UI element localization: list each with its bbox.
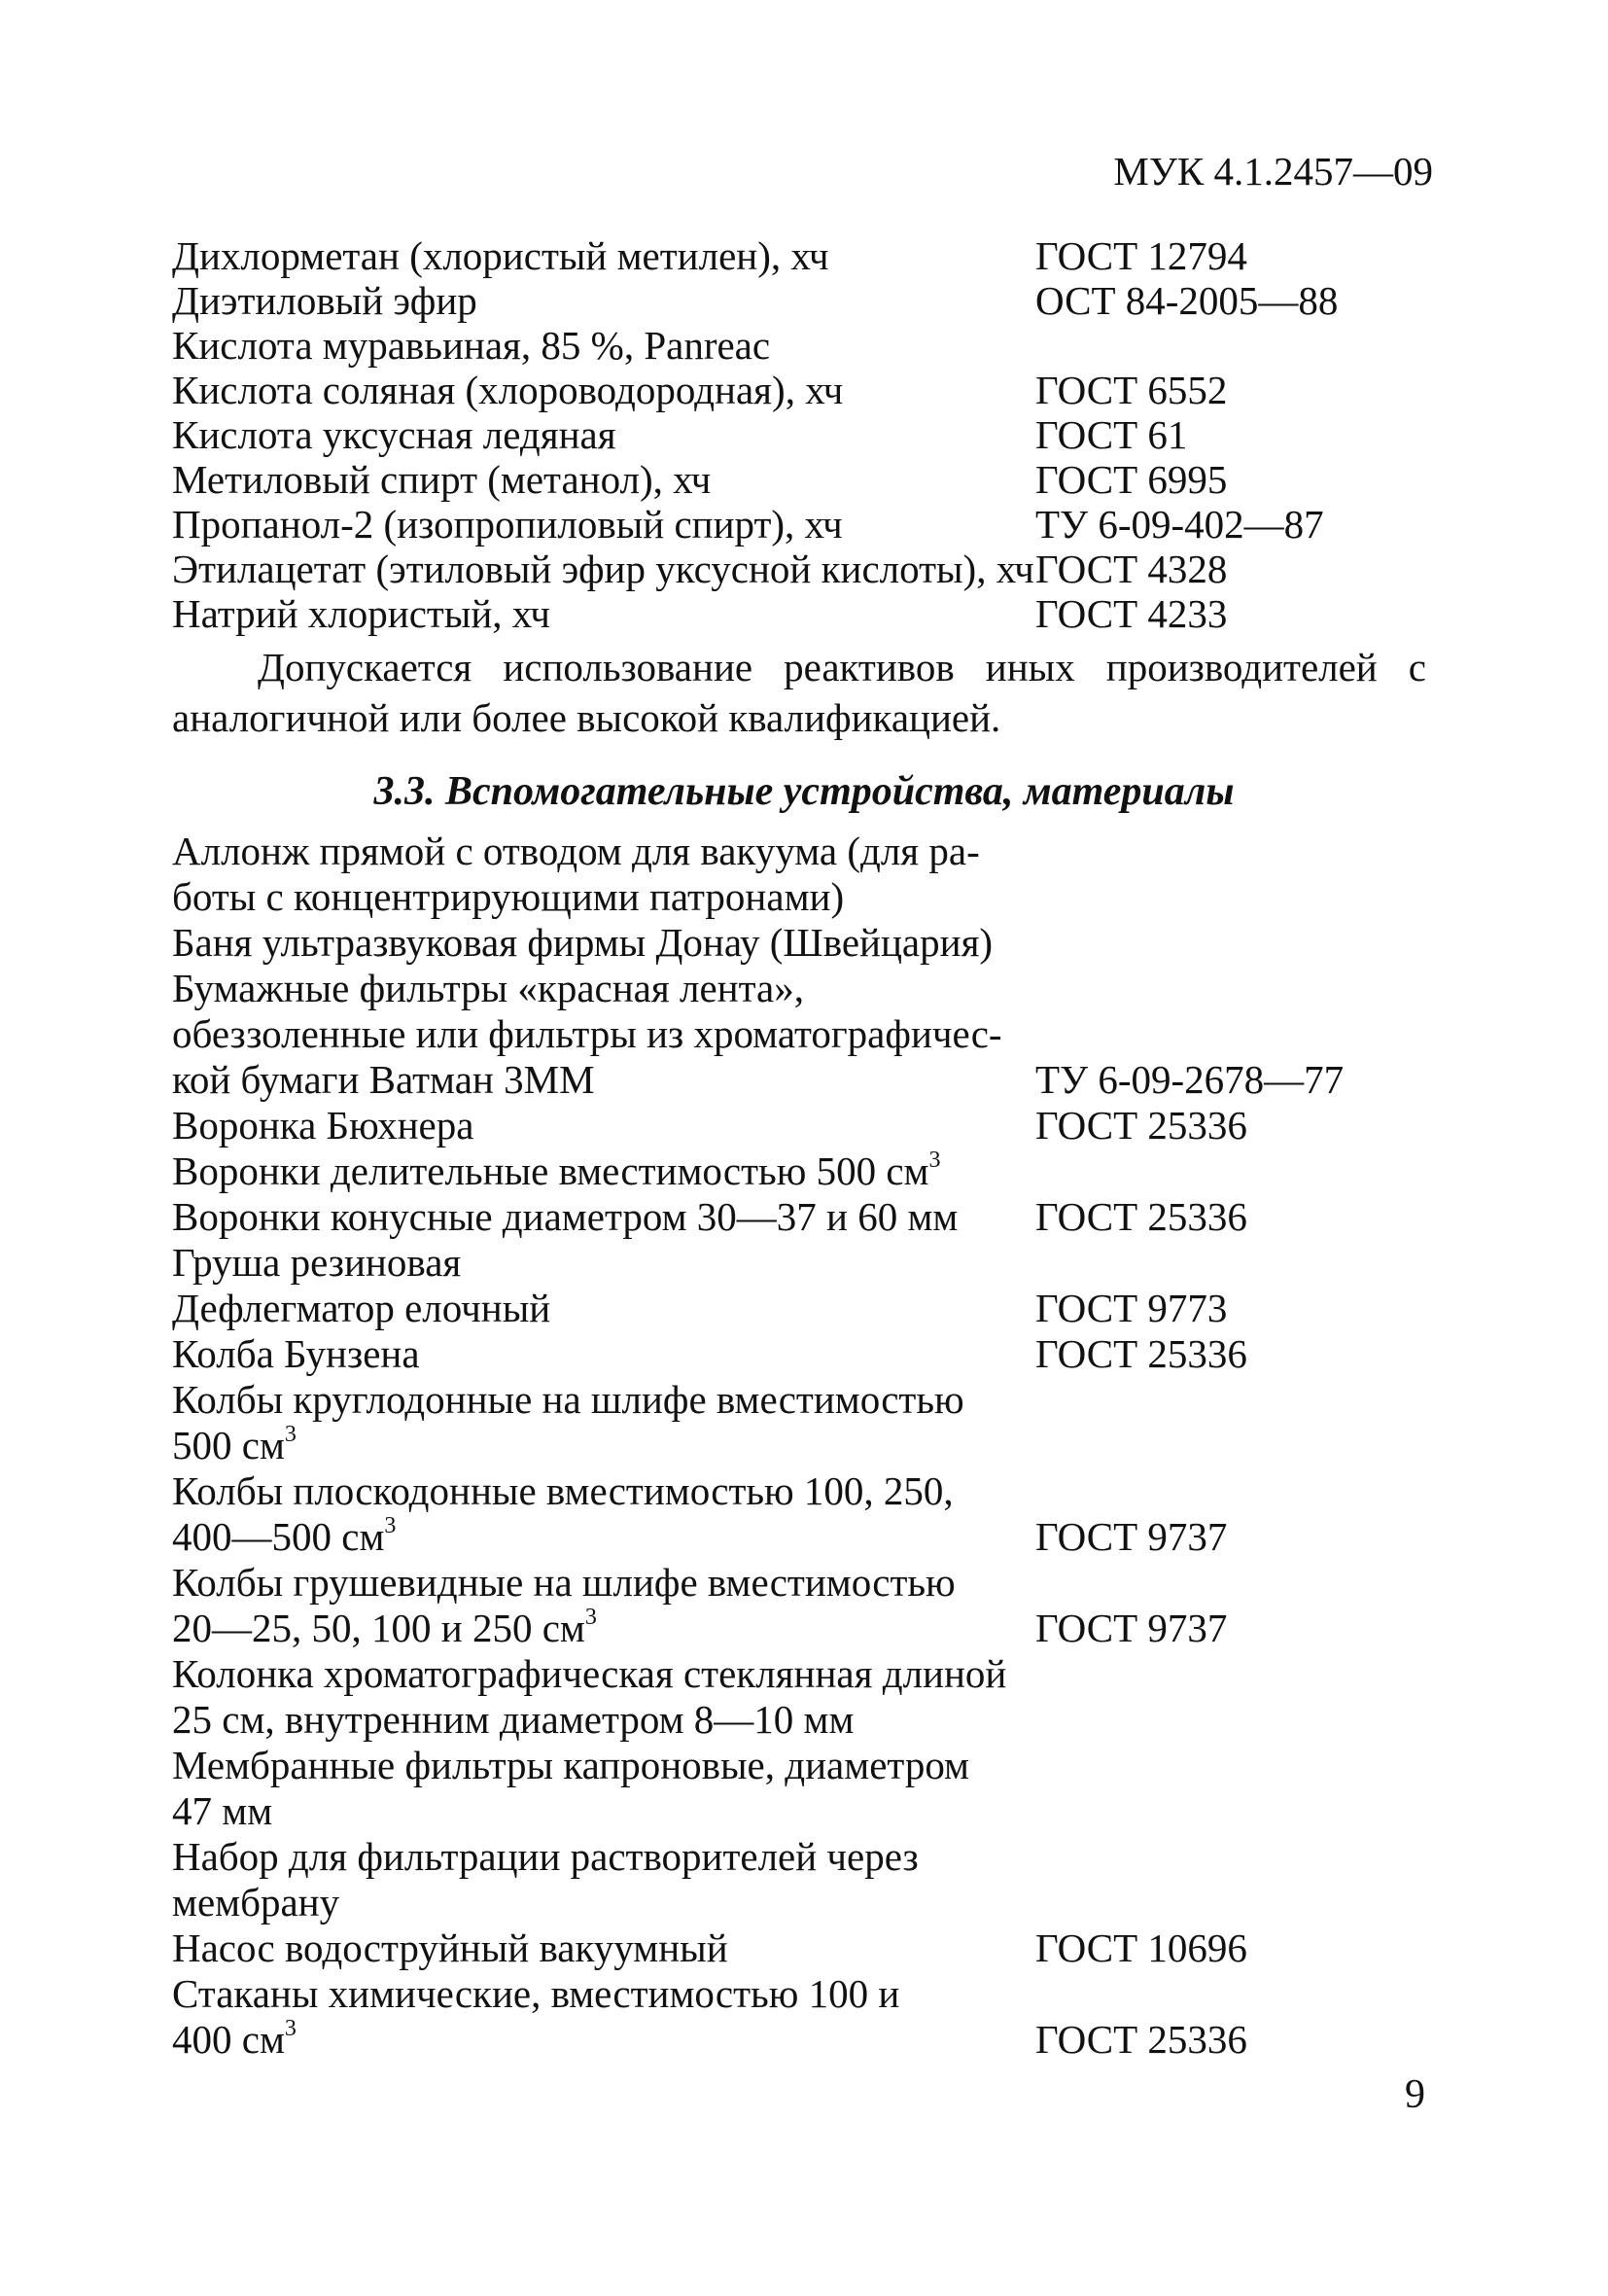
material-text: обеззоленные или фильтры из хроматографичес- bbox=[172, 1011, 1002, 1056]
material-text: 400 см bbox=[172, 2017, 285, 2062]
reagent-standard: ГОСТ 61 bbox=[1035, 412, 1188, 457]
list-item bbox=[172, 829, 1436, 920]
material-name bbox=[172, 1743, 1035, 1834]
material-name bbox=[172, 829, 1035, 920]
material-text: 20—25, 50, 100 и 250 см bbox=[172, 1606, 585, 1650]
list-item bbox=[172, 1194, 1436, 1240]
list-item bbox=[172, 920, 1436, 966]
list-item bbox=[172, 1834, 1436, 1925]
reagent-name: Кислота соляная (хлороводородная), хч bbox=[172, 368, 844, 412]
section-heading: 3.3. Вспомогательные устройства, материалы bbox=[373, 769, 1235, 814]
material-name-line bbox=[172, 874, 1035, 920]
material-text: 500 см bbox=[172, 1423, 285, 1467]
material-text: Воронки делительные вместимостью 500 см bbox=[172, 1148, 929, 1193]
material-name bbox=[172, 1240, 1035, 1286]
list-item bbox=[172, 502, 1436, 547]
list-item bbox=[172, 457, 1436, 502]
material-text: 47 мм bbox=[172, 1788, 273, 1833]
list-item bbox=[172, 412, 1436, 457]
list-item bbox=[172, 1103, 1436, 1148]
list-item bbox=[172, 1925, 1436, 1971]
material-text: Воронки конусные диаметром 30—37 и 60 мм bbox=[172, 1194, 959, 1239]
material-name bbox=[172, 1468, 1035, 1560]
list-item bbox=[172, 1468, 1436, 1560]
material-name bbox=[172, 1331, 1035, 1377]
material-text: Набор для фильтрации растворителей через bbox=[172, 1834, 919, 1879]
material-name-line bbox=[172, 966, 1035, 1011]
reagent-standard: ГОСТ 6995 bbox=[1035, 457, 1228, 502]
material-name bbox=[172, 1834, 1035, 1925]
list-item bbox=[172, 233, 1436, 278]
material-name bbox=[172, 1925, 1035, 1971]
list-item bbox=[172, 1651, 1436, 1743]
material-name-line bbox=[172, 1148, 1035, 1194]
reagent-name: Кислота уксусная ледяная bbox=[172, 412, 616, 457]
material-name bbox=[172, 1286, 1035, 1331]
superscript: 3 bbox=[284, 2016, 297, 2041]
reagent-standard: ОСТ 84-2005—88 bbox=[1035, 278, 1339, 323]
document-code: МУК 4.1.2457—09 bbox=[1113, 149, 1433, 194]
material-name-line bbox=[172, 1194, 1035, 1240]
material-standard: ГОСТ 9737 bbox=[1035, 1606, 1228, 1650]
material-name bbox=[172, 920, 1035, 966]
material-name-line bbox=[172, 920, 1035, 966]
list-item bbox=[172, 1377, 1436, 1468]
list-item bbox=[172, 1331, 1436, 1377]
material-name-line bbox=[172, 1468, 1035, 1514]
material-name-line bbox=[172, 1925, 1035, 1971]
list-item bbox=[172, 1743, 1436, 1834]
material-name-line bbox=[172, 1240, 1035, 1286]
superscript: 3 bbox=[928, 1148, 941, 1173]
reagent-standard: ГОСТ 6552 bbox=[1035, 368, 1228, 412]
list-item bbox=[172, 1560, 1436, 1651]
material-name bbox=[172, 1103, 1035, 1148]
list-item bbox=[172, 1286, 1436, 1331]
material-name bbox=[172, 1560, 1035, 1651]
list-item bbox=[172, 278, 1436, 323]
material-name-line bbox=[172, 1103, 1035, 1148]
material-name-line bbox=[172, 2017, 1035, 2063]
reagent-standard: ГОСТ 4328 bbox=[1035, 547, 1228, 591]
material-name-line bbox=[172, 1286, 1035, 1331]
superscript: 3 bbox=[584, 1605, 597, 1630]
material-text: мембрану bbox=[172, 1880, 340, 1925]
reagent-standard: ТУ 6-09-402—87 bbox=[1035, 502, 1324, 547]
material-standard: ГОСТ 25336 bbox=[1035, 2017, 1247, 2062]
reagent-name: Диэтиловый эфир bbox=[172, 278, 477, 323]
material-name-line bbox=[172, 1514, 1035, 1560]
material-name bbox=[172, 1148, 1035, 1194]
list-item bbox=[172, 966, 1436, 1103]
material-text: Колонка хроматографическая стеклянная длиной bbox=[172, 1651, 1007, 1696]
reagent-standard: ГОСТ 4233 bbox=[1035, 591, 1228, 636]
list-item bbox=[172, 368, 1436, 412]
material-text: Бумажные фильтры «красная лента», bbox=[172, 966, 804, 1010]
material-text: Колбы грушевидные на шлифе вместимостью bbox=[172, 1560, 956, 1605]
material-name-line bbox=[172, 1377, 1035, 1423]
note-text: Допускается использование реактивов иных производителей с аналогичной или более высокой квалификацией. bbox=[172, 645, 1426, 740]
material-text: 25 см, внутренним диаметром 8—10 мм bbox=[172, 1697, 855, 1742]
material-text: Аллонж прямой с отводом для вакуума (для ра- bbox=[172, 829, 980, 873]
material-name-line bbox=[172, 1606, 1035, 1651]
material-name bbox=[172, 1194, 1035, 1240]
page-number: 9 bbox=[1405, 2072, 1425, 2117]
material-name-line bbox=[172, 1331, 1035, 1377]
material-text: Груша резиновая bbox=[172, 1240, 462, 1285]
material-text: Воронка Бюхнера bbox=[172, 1103, 474, 1148]
material-text: Колба Бунзена bbox=[172, 1331, 420, 1376]
reagent-name: Натрий хлористый, хч bbox=[172, 591, 550, 636]
list-item bbox=[172, 547, 1436, 591]
material-text: Дефлегматор елочный bbox=[172, 1286, 551, 1330]
superscript: 3 bbox=[384, 1513, 397, 1538]
material-name bbox=[172, 1377, 1035, 1468]
list-item bbox=[172, 1971, 1436, 2063]
material-text: 400—500 см bbox=[172, 1514, 385, 1559]
reagents-list bbox=[172, 233, 1436, 636]
material-name bbox=[172, 1971, 1035, 2063]
material-text: Колбы плоскодонные вместимостью 100, 250, bbox=[172, 1468, 954, 1513]
material-name-line bbox=[172, 1743, 1035, 1788]
superscript: 3 bbox=[284, 1422, 297, 1447]
list-item bbox=[172, 591, 1436, 636]
material-name-line bbox=[172, 1651, 1035, 1697]
material-standard: ГОСТ 9773 bbox=[1035, 1286, 1228, 1330]
list-item bbox=[172, 1240, 1436, 1286]
reagent-name: Дихлорметан (хлористый метилен), хч bbox=[172, 233, 829, 278]
material-standard: ГОСТ 25336 bbox=[1035, 1331, 1247, 1376]
reagent-standard: ГОСТ 12794 bbox=[1035, 233, 1247, 278]
material-text: кой бумаги Ватман 3ММ bbox=[172, 1057, 595, 1102]
reagent-name: Кислота муравьиная, 85 %, Panreac bbox=[172, 323, 771, 368]
list-item bbox=[172, 1148, 1436, 1194]
material-name-line bbox=[172, 1560, 1035, 1606]
material-text: Баня ультразвуковая фирмы Донау (Швейцария) bbox=[172, 920, 994, 965]
material-standard: ТУ 6-09-2678—77 bbox=[1035, 1057, 1345, 1102]
note-paragraph bbox=[172, 642, 1426, 743]
material-text: Стаканы химические, вместимостью 100 и bbox=[172, 1971, 900, 2016]
material-standard: ГОСТ 25336 bbox=[1035, 1194, 1247, 1239]
material-name-line bbox=[172, 1971, 1035, 2017]
material-name-line bbox=[172, 1423, 1035, 1468]
reagent-name: Этилацетат (этиловый эфир уксусной кислоты), хч bbox=[172, 547, 1034, 591]
material-text: Насос водоструйный вакуумный bbox=[172, 1925, 728, 1970]
list-item bbox=[172, 323, 1436, 368]
material-name bbox=[172, 1651, 1035, 1743]
reagent-name: Метиловый спирт (метанол), хч bbox=[172, 457, 712, 502]
material-name-line bbox=[172, 1697, 1035, 1743]
material-name-line bbox=[172, 1834, 1035, 1880]
material-name-line bbox=[172, 1011, 1035, 1057]
material-standard: ГОСТ 10696 bbox=[1035, 1925, 1247, 1970]
material-text: боты с концентрирующими патронами) bbox=[172, 874, 845, 919]
material-name-line bbox=[172, 1788, 1035, 1834]
material-name-line bbox=[172, 1057, 1035, 1103]
material-standard: ГОСТ 9737 bbox=[1035, 1514, 1228, 1559]
material-name-line bbox=[172, 1880, 1035, 1925]
material-name bbox=[172, 966, 1035, 1103]
material-name-line bbox=[172, 829, 1035, 874]
material-text: Колбы круглодонные на шлифе вместимостью bbox=[172, 1377, 964, 1422]
material-standard: ГОСТ 25336 bbox=[1035, 1103, 1247, 1148]
material-text: Мембранные фильтры капроновые, диаметром bbox=[172, 1743, 969, 1787]
materials-list bbox=[172, 829, 1436, 2063]
reagent-name: Пропанол-2 (изопропиловый спирт), хч bbox=[172, 502, 843, 547]
